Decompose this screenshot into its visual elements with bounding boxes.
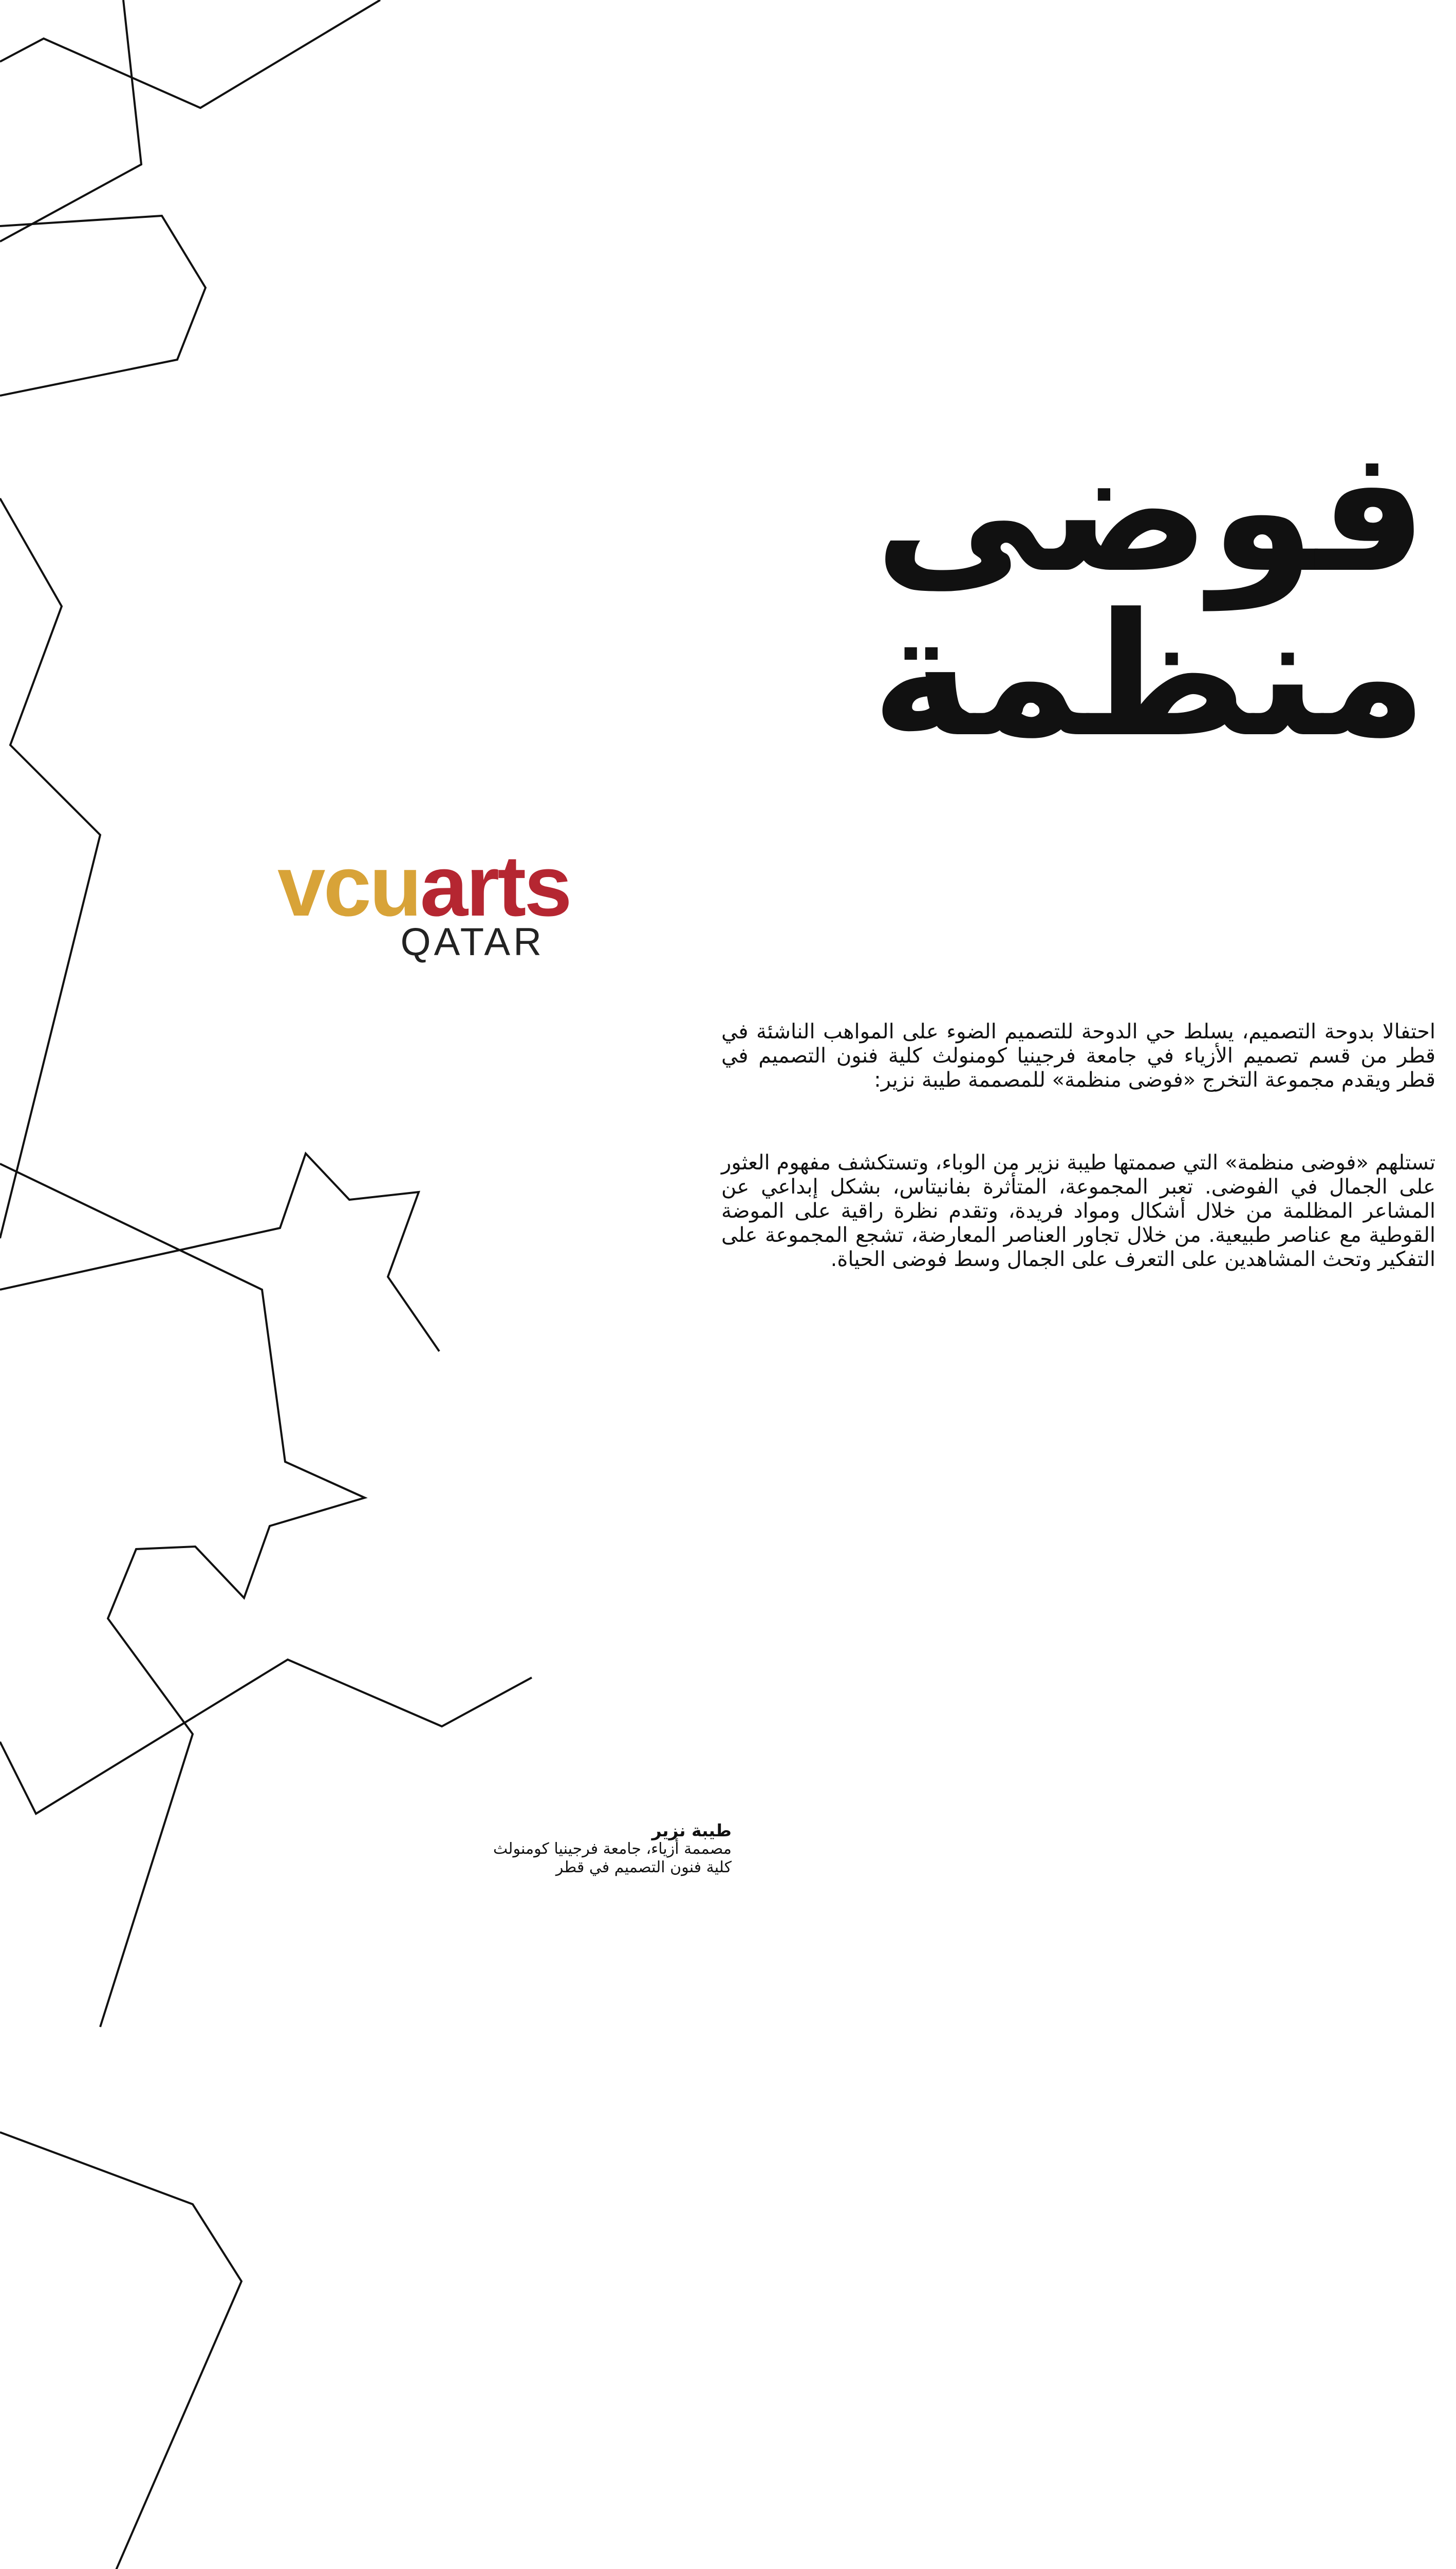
- decor-line-4: [0, 498, 100, 1238]
- vcuarts-logo: [277, 837, 570, 934]
- designer-name: طيبة نزير: [651, 1820, 732, 1840]
- decor-line-5: [0, 1153, 439, 1351]
- vcu-logo-part1: vcu: [277, 837, 420, 934]
- vcu-logo-part2: arts: [420, 837, 570, 934]
- decor-line-1: [0, 0, 380, 108]
- poster-title-line2: منظمة: [871, 577, 1427, 774]
- decor-line-8: [0, 2132, 241, 2569]
- decor-line-6: [0, 1164, 365, 2027]
- poster-title-line1: فوضى: [874, 413, 1427, 610]
- designer-role-line2: كلية فنون التصميم في قطر: [555, 1858, 732, 1876]
- description-paragraph: تستلهم «فوضى منظمة» التي صممتها طيبة نزير من الوباء، وتستكشف مفهوم العثور على الجمال في الفوضى. تعبر المجموعة، المتأثرة بفانيتاس، بشكل إبداعي عن المشاعر المظلمة من خلال أشكال ومواد فريدة، وتقدم نظرة راقية على الموضة القوطية مع عناصر طبيعية. من خلال تجاور العناصر المعارضة، تشجع المجموعة على التفكير وتحث المشاهدين على التعرف على الجمال وسط فوضى الحياة.: [721, 1151, 1435, 1271]
- decor-line-7: [0, 1660, 532, 1814]
- designer-role-line1: مصممة أزياء، جامعة فرجينيا كومنولث: [493, 1840, 732, 1858]
- intro-paragraph: احتفالا بدوحة التصميم، يسلط حي الدوحة للتصميم الضوء على المواهب الناشئة في قطر من قسم تصميم الأزياء في جامعة فرجينيا كومنولث كلية فنون التصميم في قطر ويقدم مجموعة التخرج «فوضى منظمة» للمصممة طيبة نزير:: [721, 1020, 1435, 1092]
- decor-line-2: [0, 0, 141, 241]
- designer-caption: [372, 1821, 732, 1877]
- decor-line-3: [0, 216, 206, 396]
- vcu-logo-sub: QATAR: [400, 920, 545, 964]
